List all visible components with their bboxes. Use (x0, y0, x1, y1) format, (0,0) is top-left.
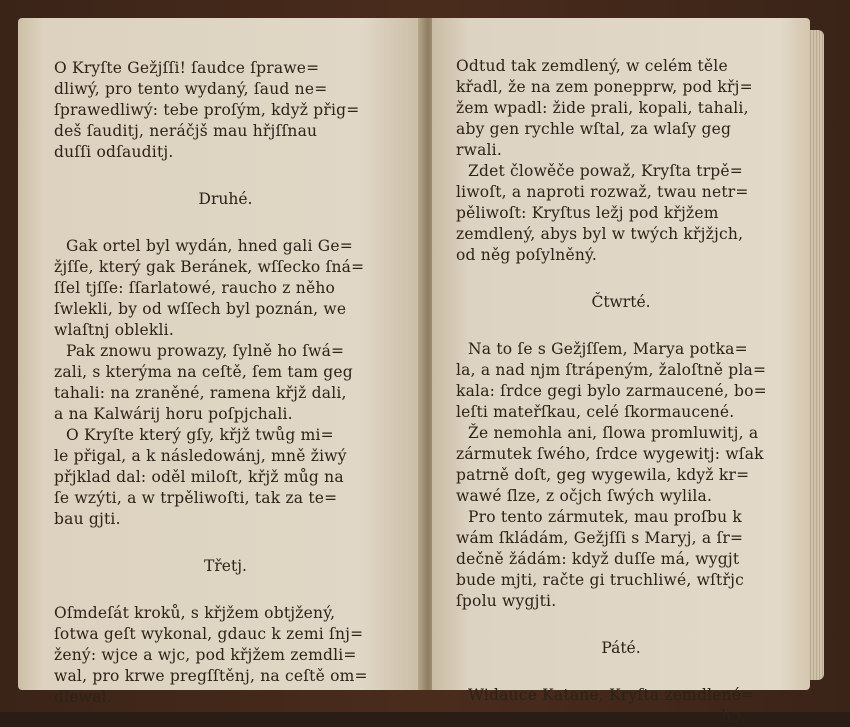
text-line: zali, s kterýma na ceſtě, ſem tam geg (54, 363, 353, 381)
text-line: Odtud tak zemdlený, w celém těle (456, 57, 728, 75)
text-line: dečně žádám: když duſſe má, wygjt (456, 550, 740, 568)
text-line: la, a nad njm ſtrápeným, žaloſtně pla= (456, 361, 767, 379)
page-edges (808, 30, 824, 680)
text-line: aby gen rychle wſtal, za wlaſy geg (456, 120, 732, 138)
text-line: dliwý, pro tento wydaný, ſaud ne= (54, 80, 328, 98)
paragraph-4 (54, 425, 397, 530)
paragraph-5 (456, 507, 786, 612)
text-line: ſſel tjſſe: ſſarlatowé, raucho z něho (54, 279, 336, 297)
text-line: le přigal, a k následowánj, mně žiwý (54, 447, 347, 465)
section-heading-ctwrte: Čtwrté. (591, 293, 651, 311)
text-line: wal, pro krwe pregſſtěnj, na ceſtě om= (54, 667, 368, 685)
paragraph-1 (54, 58, 397, 163)
paragraph-3 (456, 339, 786, 423)
text-line: Oſmdeſát kroků, s křjžem obtjžený, (54, 604, 336, 622)
text-line: duſſi odſauditj. (54, 143, 174, 161)
text-line: patrně doſt, geg wygewila, když kr= (456, 466, 750, 484)
catchword: ho, (721, 707, 746, 725)
text-line: bude mjti, račte gi truchliwé, wſtřjc (456, 571, 744, 589)
text-line: a na Kalwárij horu poſpjchali. (54, 405, 293, 423)
text-line: přjklad dal: oděl miloſt, křjž můg na (54, 468, 344, 486)
text-line: Pro tento zármutek, mau proſbu k (468, 508, 742, 526)
text-line: tahali: na zraněné, ramena křjž dali, (54, 384, 347, 402)
text-line: leſti mateřſkau, celé ſkormaucené. (456, 403, 735, 421)
paragraph-6 (456, 685, 786, 727)
text-line: Zdet člowěče powaž, Kryſta trpě= (468, 162, 743, 180)
text-line: žjſſe, který gak Beránek, wſſecko ſná= (54, 258, 365, 276)
text-line: dlewal. (54, 688, 112, 706)
text-line: Widauce Katane, Kryſta zemdlené= (468, 686, 755, 704)
text-line: ſotwa geſt wykonal, gdauc k zemi ſnj= (54, 625, 364, 643)
text-line: kala: ſrdce gegi bylo zarmaucené, bo= (456, 382, 767, 400)
paragraph-5 (54, 603, 397, 708)
text-line: liwoſt, a naproti rozwaž, twau netr= (456, 183, 749, 201)
section-heading-treti: Třetj. (204, 557, 247, 575)
text-line: žený: wjce a wjc, pod křjžem zemdli= (54, 646, 357, 664)
section-heading-druhe: Druhé. (198, 190, 253, 208)
text-line: deš ſauditj, neráčjš mau hřjſſnau (54, 122, 318, 140)
paragraph-4 (456, 423, 786, 507)
text-line: od něg poſylněný. (456, 246, 598, 264)
text-line: wlaſtnj oblekli. (54, 321, 174, 339)
text-line: zemdlený, abys byl w twých křjžjch, (456, 225, 744, 243)
paragraph-2 (456, 161, 786, 266)
text-line: ſwlekli, by od wſſech byl poznán, we (54, 300, 347, 318)
text-line: zármutek ſwého, ſrdce wygewitj: wſak (456, 445, 764, 463)
text-line: Že nemohla ani, ſlowa promluwitj, a (468, 424, 759, 442)
text-line: wám ſkládám, Gežjſſi s Maryj, a ſr= (456, 529, 744, 547)
text-line: O Kryſte který gſy, křjž twůg mi= (66, 426, 334, 444)
text-line: žem wpadl: žide prali, kopali, tahali, (456, 99, 749, 117)
text-line: O Kryſte Gežjſſi! ſaudce ſprawe= (54, 59, 320, 77)
paragraph-2 (54, 236, 397, 341)
text-line: křadl, že na zem ponepprw, pod křj= (456, 78, 753, 96)
text-line: wawé ſlze, z očjch ſwých wylila. (456, 487, 713, 505)
text-line: Na to ſe s Gežjſſem, Marya potka= (468, 340, 748, 358)
text-line: Gak ortel byl wydán, hned gali Ge= (66, 237, 353, 255)
left-page (18, 18, 423, 706)
right-page (432, 18, 810, 725)
paragraph-1 (456, 56, 786, 161)
section-heading-pate: Páté. (601, 639, 641, 657)
text-line: pěliwoſt: Kryſtus ležj pod křjžem (456, 204, 719, 222)
text-line: ſprawedliwý: tebe proſým, když přig= (54, 101, 360, 119)
text-line: rwali. (456, 141, 502, 159)
paragraph-3 (54, 341, 397, 425)
text-line: ſe wzýti, a w trpěliwoſti, tak za te= (54, 489, 338, 507)
text-line: ſpolu wygjti. (456, 592, 557, 610)
text-line: bau gjti. (54, 510, 121, 528)
text-line: Pak znowu prowazy, ſylně ho ſwá= (66, 342, 345, 360)
